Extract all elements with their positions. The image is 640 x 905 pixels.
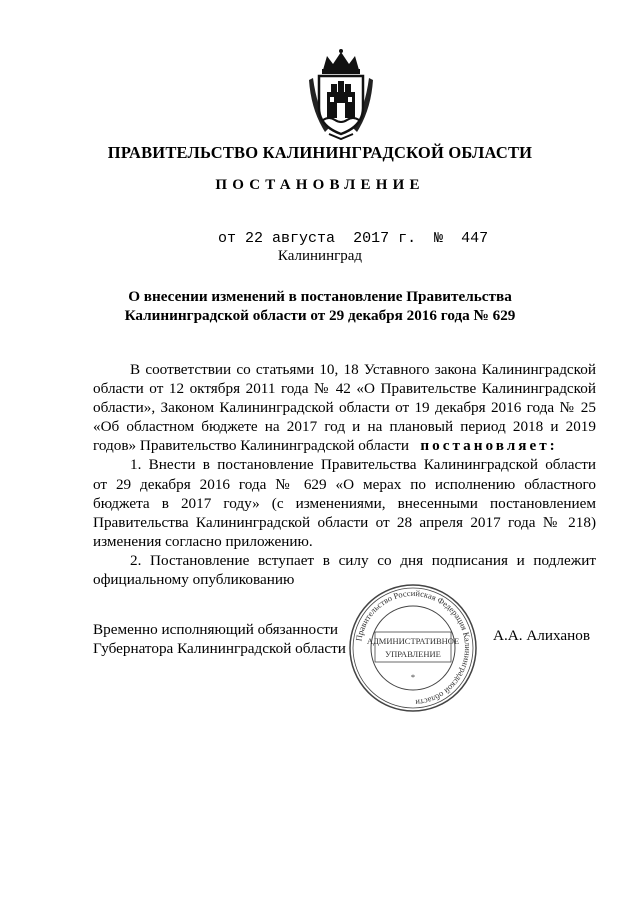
document-type: ПОСТАНОВЛЕНИЕ bbox=[215, 177, 425, 193]
seal-inner-line-1: АДМИНИСТРАТИВНОЕ bbox=[366, 636, 460, 646]
resolves-word: постановляет: bbox=[420, 437, 558, 455]
seal-inner-line-2: УПРАВЛЕНИЕ bbox=[385, 649, 441, 659]
p3-line-1: 2. Постановление вступает в силу со дня подписания и подлежит bbox=[130, 551, 596, 569]
date-prefix: от bbox=[218, 230, 237, 247]
p1-line-5 bbox=[93, 436, 596, 455]
signer-position-line-1: Временно исполняющий обязанности bbox=[93, 621, 339, 638]
coat-of-arms-icon bbox=[309, 48, 373, 140]
p1-line-3: области», Законом Калининградской области от 19 декабря 2016 года № 25 bbox=[93, 399, 596, 417]
p1-line-2: области от 12 октября 2011 года № 42 «О Правительстве Калининградской bbox=[93, 380, 596, 398]
p2-line-3: бюджета в 2017 году» (с изменениями, внесенными постановлением bbox=[93, 494, 596, 512]
p1-line-1: В соответствии со статьями 10, 18 Уставного закона Калининградской bbox=[130, 361, 596, 378]
subject-line-1: О внесении изменений в постановление Правительства bbox=[128, 288, 512, 305]
seal-outer-text: Правительство Российская Федерация Калининградской области bbox=[353, 587, 474, 708]
document-date-line bbox=[218, 230, 488, 247]
document-city: Калининград bbox=[277, 248, 363, 264]
document-date: 22 августа bbox=[245, 230, 336, 247]
document-body bbox=[93, 360, 596, 589]
government-title: ПРАВИТЕЛЬСТВО КАЛИНИНГРАДСКОЙ ОБЛАСТИ bbox=[107, 143, 533, 162]
seal-star: * bbox=[410, 672, 416, 682]
p2-line-2: от 29 декабря 2016 года № 629 «О мерах по исполнению областного bbox=[93, 475, 596, 493]
p2-line-5: изменения согласно приложению. bbox=[93, 532, 313, 550]
p3-line-2: официальному опубликованию bbox=[93, 571, 295, 589]
official-seal-icon bbox=[347, 582, 479, 714]
p2-line-1: 1. Внести в постановление Правительства Калининградской области bbox=[130, 456, 596, 474]
signer-position-line-2: Губернатора Калининградской области bbox=[93, 640, 346, 657]
p2-line-4: Правительства Калининградской области от 28 апреля 2017 года № 218) bbox=[93, 513, 596, 531]
signer-name: А.А. Алиханов bbox=[493, 627, 591, 644]
subject-line-2: Калининградской области от 29 декабря 2016 года № 629 bbox=[124, 307, 516, 324]
p1-line-5-text: годов» Правительство Калининградской области bbox=[93, 437, 410, 455]
document-year: 2017 г. bbox=[353, 230, 417, 247]
document-subject bbox=[0, 287, 640, 325]
signer-position bbox=[93, 620, 346, 658]
p1-line-4: «Об областном бюджете на 2017 год и на плановый период 2018 и 2019 bbox=[93, 418, 596, 436]
number-sign: № bbox=[434, 230, 444, 247]
document-number: 447 bbox=[461, 230, 489, 247]
